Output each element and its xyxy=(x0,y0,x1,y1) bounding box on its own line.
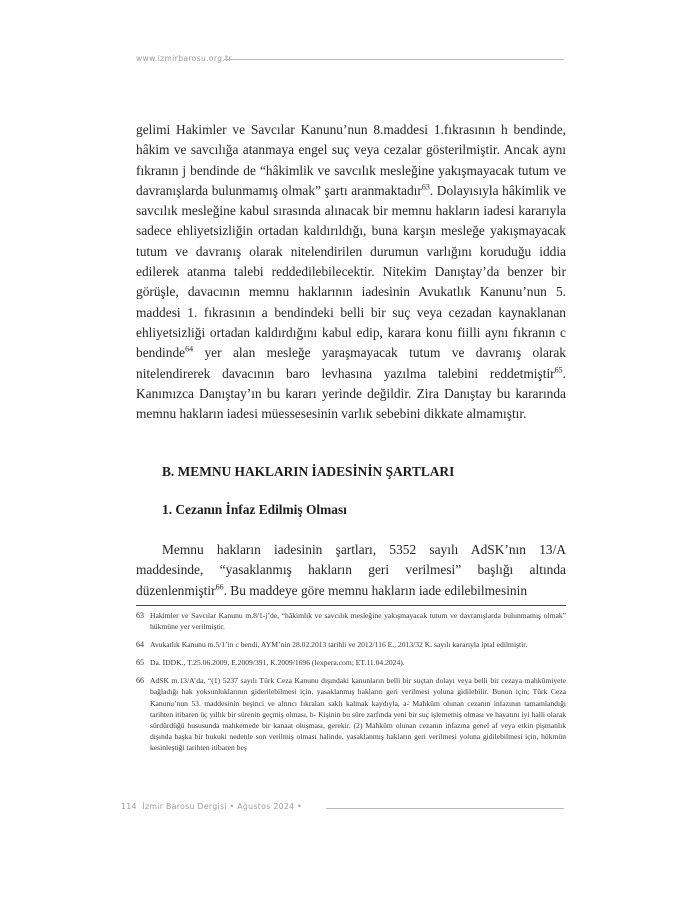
section-heading: B. MEMNU HAKLARIN İADESİNİN ŞARTLARI xyxy=(162,464,455,479)
footnote-66 xyxy=(136,675,566,753)
footnote-ref-66[interactable]: 66 xyxy=(215,582,224,592)
para2-text-part-2: . Bu maddeye göre memnu hakların iade edilebilmesinin xyxy=(223,582,528,598)
footnote-text: Da. İDDK., T.25.06.2009, E.2009/391, K.2009/1696 (lexpera.com; ET.11.04.2024). xyxy=(150,658,405,668)
footnote-65 xyxy=(136,657,566,668)
footnote-number: 66 xyxy=(136,676,144,686)
footnote-number: 64 xyxy=(136,640,144,650)
body-text-part-3: yer alan mesleğe yaraşmayacak tutum ve davranış olarak nitelendirerek davacının baro levhasına yazılma talebini reddetmiştir xyxy=(136,345,566,381)
body-paragraph xyxy=(136,120,566,424)
footer-rule xyxy=(326,808,564,809)
header-url: www.izmirbarosu.org.tr xyxy=(136,54,233,63)
body-text-part-1: gelimi Hakimler ve Savcılar Kanunu’nun 8.maddesi 1.fıkrasının h bendinde, hâkim ve savcılığa atanmaya engel suç veya cezalar gösterilmiştir. Ancak aynı fıkranın j bendinde de “hâkimlik ve savcılık mesleğine yakışmayacak tutum ve davranışlarda bulunmamış olmak” şartı aranmaktadır xyxy=(136,122,566,198)
body-paragraph-2 xyxy=(136,540,566,601)
footnote-number: 63 xyxy=(136,611,144,620)
footnote-text: Hakimler ve Savcılar Kanunu m.8/1-j’de, “hâkimlik ve savcılık mesleğine yakışmayacak tutum ve davranışlarda bulunmamış olmak” hükmüne yer verilmiştir. xyxy=(150,611,566,632)
footnote-ref-63[interactable]: 63 xyxy=(421,182,430,192)
body-text-part-4: . Kanımızca Danıştay’ın bu kararı yerinde değildir. Zira Danıştay bu kararında memnu hakların iadesi müessesesinin varlık sebebini dikkate almamıştır. xyxy=(136,365,566,422)
footnote-ref-65[interactable]: 65 xyxy=(554,365,563,375)
page-footer xyxy=(121,802,302,811)
footnote-ref-64[interactable]: 64 xyxy=(185,344,194,354)
footnote-64 xyxy=(136,639,566,650)
footnote-text: Avukatlık Kanunu m.5/1’in c bendi, AYM’nin 28.02.2013 tarihli ve 2012/116 E., 2013/32 K. sayılı kararıyla iptal edilmiştir. xyxy=(150,640,528,650)
page-number: 114 xyxy=(121,802,137,811)
footnote-text: AdSK m.13/A’da, “(1) 5237 sayılı Türk Ceza Kanunu dışındaki kanunların belli bir suçtan dolayı veya belli bir cezaya mahkûmiyete bağladığı hak yoksunluklarının giderilebilmesi için, yasaklanmış hakların geri verilmesi yoluna gidilebilir. Bunun için; Türk Ceza Kanunu’nun 53. maddesinin beşinci ve altıncı fıkraları saklı kalmak kaydıyla, a- Mahkûm olunan cezanın infazının tamamlandığı tarihten itibaren üç yıllık bir sürenin geçmiş olması, b- Kişinin bu süre zarfında yeni bir suç işlememiş olması ve hayatını iyi halli olarak sürdürdüğü hususunda mahkemede bir kanaat oluşması, gerekir. (2) Mahkûm olunan cezanın infazına genel af veya etkin pişmanlık dışında başka bir hukuki nedenle son verilmiş olması halinde, yasaklanmış hakların geri verilmesi yoluna gidilebilmesi için, hükmün kesinleştiği tarihten itibaren beş xyxy=(150,676,566,752)
footnotes xyxy=(136,610,566,760)
footnote-divider xyxy=(136,605,566,606)
footnote-63 xyxy=(136,610,566,632)
header-rule xyxy=(224,59,564,60)
subsection-heading: 1. Cezanın İnfaz Edilmiş Olması xyxy=(162,502,347,517)
footnote-number: 65 xyxy=(136,658,144,668)
body-text-part-2: . Dolayısıyla hâkimlik ve savcılık mesleğine kabul sırasında alınacak bir memnu hakların iadesi kararıyla sadece ehliyetsizliğin ortadan kaldırıldığı, buna karşın mesleğe yakışmayacak tutum ve davranış olarak nitelendirilen durumun varlığını koruduğu iddia edilerek atanma talebi reddedilebilecektir. Nitekim Danıştay’da benzer bir görüşle, davacının memnu haklarının iadesinin Avukatlık Kanunu’nun 5. maddesi 1. fıkrasının a bendindeki belli bir suç veya cezadan kaynaklanan ehliyetsizliği ortadan kaldırdığını kabul edip, karara konu fiilli aynı fıkranın c bendinde xyxy=(136,182,567,361)
journal-title: İzmir Barosu Dergisi • Ağustos 2024 • xyxy=(142,802,303,811)
para2-text-part-1: Memnu hakların iadesinin şartları, 5352 sayılı AdSK’nın 13/A maddesinde, “yasaklanmış hakların geri verilmesi” başlığı altında düzenlenmiştir xyxy=(136,542,566,598)
